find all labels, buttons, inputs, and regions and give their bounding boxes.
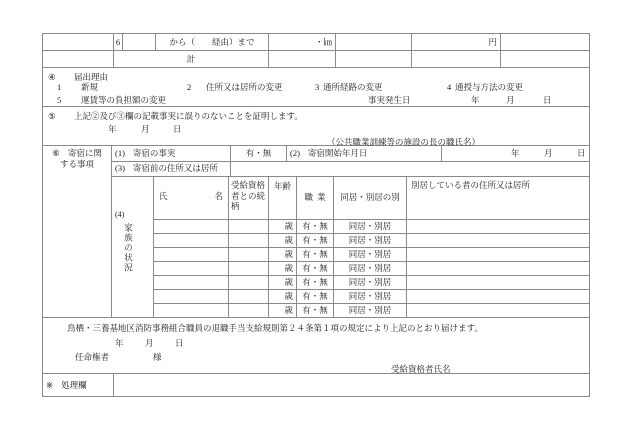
total-row-total-label: 計 <box>114 51 269 67</box>
reason-4-label[interactable]: 通授与方法の変更 <box>455 82 524 92</box>
family-cell-age[interactable]: 歳 <box>269 262 297 275</box>
section-6-label-line1 <box>43 148 111 159</box>
section-6-label <box>43 146 112 317</box>
lodging-start-label <box>287 146 442 161</box>
section-5-day[interactable]: 日 <box>173 124 182 134</box>
route-row-number: 6 <box>114 34 123 50</box>
total-row-last[interactable] <box>501 51 534 67</box>
family-status-section <box>112 177 589 317</box>
lodging-fact-text: 寄宿の事実 <box>132 147 176 158</box>
family-header-address: 別居している者の住所又は居所 <box>411 180 531 190</box>
family-cell-address[interactable] <box>407 276 559 289</box>
processing-row <box>43 374 589 396</box>
family-cell-address[interactable] <box>407 220 559 233</box>
family-cell-relation[interactable] <box>229 234 269 247</box>
family-cell-relation[interactable] <box>229 304 269 317</box>
event-date-month[interactable]: 月 <box>506 95 515 105</box>
route-row-route-text[interactable]: から（ 経由）まで <box>156 34 269 50</box>
route-row <box>43 34 589 51</box>
table-row <box>154 262 589 276</box>
family-cell-address[interactable] <box>407 304 559 317</box>
section-4-number: ④ <box>48 72 56 82</box>
lodging-fact-number: (1) <box>115 147 125 158</box>
family-header-age: 年齢 <box>269 177 297 219</box>
family-cell-job[interactable]: 有・無 <box>297 248 334 261</box>
section-6-title-1: 寄宿に関 <box>67 148 102 158</box>
lodging-prev-address-text: 寄宿前の住所又は居所 <box>132 163 218 174</box>
table-row <box>154 276 589 290</box>
family-cell-name[interactable] <box>154 248 229 261</box>
family-header-job: 職業 <box>297 177 334 219</box>
family-cell-job[interactable]: 有・無 <box>297 220 334 233</box>
reason-4-number: 4 <box>447 82 452 92</box>
family-status-side-label <box>112 177 154 317</box>
family-cell-job[interactable]: 有・無 <box>297 276 334 289</box>
family-cell-job[interactable]: 有・無 <box>297 304 334 317</box>
section-5-year[interactable]: 年 <box>108 124 117 134</box>
declaration-month[interactable]: 月 <box>145 338 154 348</box>
family-cell-relation[interactable] <box>229 262 269 275</box>
family-cell-age[interactable]: 歳 <box>269 234 297 247</box>
declaration-block <box>43 318 589 374</box>
table-row <box>154 220 589 234</box>
reason-5-label[interactable]: 運賃等の負担額の変更 <box>81 95 167 105</box>
section-4-reasons-line-1 <box>43 82 589 106</box>
family-cell-relation[interactable] <box>229 248 269 261</box>
route-row-distance[interactable]: ・㎞ <box>269 34 336 50</box>
family-cell-age[interactable]: 歳 <box>269 290 297 303</box>
table-row <box>154 290 589 304</box>
family-cell-cohabit[interactable]: 同居・別居 <box>334 248 407 261</box>
total-row-amount[interactable] <box>412 51 501 67</box>
section-5-statement: 上記②及び③欄の記載事実に誤りのないことを証明します。 <box>74 111 303 121</box>
family-status-number: (4) <box>115 210 125 219</box>
family-header-name-left: 氏 <box>159 191 168 201</box>
applicant-name-label: 受給資格者氏名 <box>391 364 451 374</box>
family-cell-cohabit[interactable]: 同居・別居 <box>334 220 407 233</box>
declaration-year[interactable]: 年 <box>115 338 124 348</box>
section-4-reason <box>43 68 589 107</box>
table-row <box>154 304 589 317</box>
family-cell-relation[interactable] <box>229 290 269 303</box>
lodging-start-month[interactable]: 月 <box>544 147 553 158</box>
family-cell-address[interactable] <box>407 234 559 247</box>
family-cell-address[interactable] <box>407 248 559 261</box>
route-row-last[interactable] <box>501 34 534 50</box>
total-row <box>43 51 589 68</box>
family-cell-cohabit[interactable]: 同居・別居 <box>334 262 407 275</box>
event-date-year[interactable]: 年 <box>471 95 480 105</box>
appointing-authority-honorific: 様 <box>153 352 162 362</box>
family-cell-cohabit[interactable]: 同居・別居 <box>334 290 407 303</box>
family-cell-age[interactable]: 歳 <box>269 304 297 317</box>
total-row-label <box>43 51 114 67</box>
section-5-number: ⑤ <box>48 111 56 121</box>
lodging-fact-row <box>112 146 589 162</box>
lodging-start-date[interactable] <box>442 146 589 161</box>
reason-2-label[interactable]: 住所又は居所の変更 <box>206 82 283 92</box>
section-6-body <box>112 146 589 317</box>
family-cell-age[interactable]: 歳 <box>269 276 297 289</box>
family-header-name <box>154 177 229 219</box>
family-status-vertical-label: 家族の状況 <box>123 223 134 273</box>
notification-form <box>42 33 590 397</box>
lodging-prev-address-value[interactable] <box>231 162 589 177</box>
lodging-start-day[interactable]: 日 <box>577 147 586 158</box>
lodging-fact-value[interactable]: 有・無 <box>231 146 287 161</box>
family-table-body <box>154 220 589 317</box>
section-6-title-2: する事項 <box>59 159 94 170</box>
family-cell-name[interactable] <box>154 234 229 247</box>
declaration-day[interactable]: 日 <box>175 338 184 348</box>
total-row-distance[interactable] <box>269 51 336 67</box>
processing-label <box>43 374 114 396</box>
declaration-text: 鳥栖・三養基地区消防事務組合職員の退職手当支給規則第２４条第１項の規定により上記のとおり届けます。 <box>67 323 483 333</box>
section-6-lodging <box>43 146 589 318</box>
family-cell-cohabit[interactable]: 同居・別居 <box>334 276 407 289</box>
family-cell-relation[interactable] <box>229 276 269 289</box>
lodging-start-year[interactable]: 年 <box>511 147 520 158</box>
processing-label-text: 処理欄 <box>61 379 87 390</box>
reason-5-number: 5 <box>57 95 62 105</box>
family-cell-name[interactable] <box>154 220 229 233</box>
event-date-label: 事実発生日 <box>368 95 411 105</box>
family-cell-job[interactable]: 有・無 <box>297 290 334 303</box>
reason-3-number: 3 <box>315 82 320 92</box>
route-row-amount[interactable]: 円 <box>412 34 501 50</box>
family-cell-job[interactable]: 有・無 <box>297 262 334 275</box>
family-cell-age[interactable]: 歳 <box>269 220 297 233</box>
family-cell-name[interactable] <box>154 290 229 303</box>
family-cell-name[interactable] <box>154 304 229 317</box>
family-cell-address[interactable] <box>407 290 559 303</box>
family-status-table <box>154 177 589 317</box>
family-cell-name[interactable] <box>154 262 229 275</box>
route-row-middle[interactable] <box>336 34 412 50</box>
section-4-title: 届出理由 <box>74 72 109 82</box>
section-6-number: ⑥ <box>52 148 60 158</box>
section-5-signature-label: （公共職業訓練等の施設の長の職氏名） <box>327 137 481 147</box>
section-5-certification <box>43 107 589 146</box>
family-header-cohabit: 同居・別居の別 <box>334 177 407 219</box>
lodging-fact-label <box>112 146 231 161</box>
family-cell-name[interactable] <box>154 276 229 289</box>
lodging-start-text: 寄宿開始年月日 <box>307 147 368 158</box>
lodging-prev-address-label <box>112 162 231 177</box>
family-cell-address[interactable] <box>407 262 559 275</box>
family-cell-relation[interactable] <box>229 220 269 233</box>
event-date-day[interactable]: 日 <box>543 95 552 105</box>
family-header-relation: 受給資格者との続柄 <box>229 177 269 219</box>
family-cell-cohabit[interactable]: 同居・別居 <box>334 304 407 317</box>
route-row-blank[interactable] <box>123 34 156 50</box>
reason-1-number: 1 <box>57 82 62 92</box>
lodging-start-number: (2) <box>290 147 300 158</box>
total-row-middle[interactable] <box>336 51 412 67</box>
table-row <box>154 248 589 262</box>
family-cell-cohabit[interactable]: 同居・別居 <box>334 234 407 247</box>
route-row-label <box>43 34 114 50</box>
reason-2-number: 2 <box>187 82 192 92</box>
reason-3-label[interactable]: 通所経路の変更 <box>323 82 383 92</box>
appointing-authority-label: 任命権者 <box>75 352 110 362</box>
lodging-prev-address-row <box>112 162 589 178</box>
family-cell-job[interactable]: 有・無 <box>297 234 334 247</box>
table-row <box>154 234 589 248</box>
processing-value[interactable] <box>114 374 589 396</box>
lodging-prev-address-number: (3) <box>115 163 125 174</box>
family-header-name-right: 名 <box>214 191 223 201</box>
family-cell-age[interactable]: 歳 <box>269 248 297 261</box>
processing-mark: ※ <box>46 379 54 390</box>
family-table-header-row <box>154 177 589 220</box>
reason-1-label[interactable]: 新規 <box>81 82 99 92</box>
section-5-month[interactable]: 月 <box>141 124 150 134</box>
